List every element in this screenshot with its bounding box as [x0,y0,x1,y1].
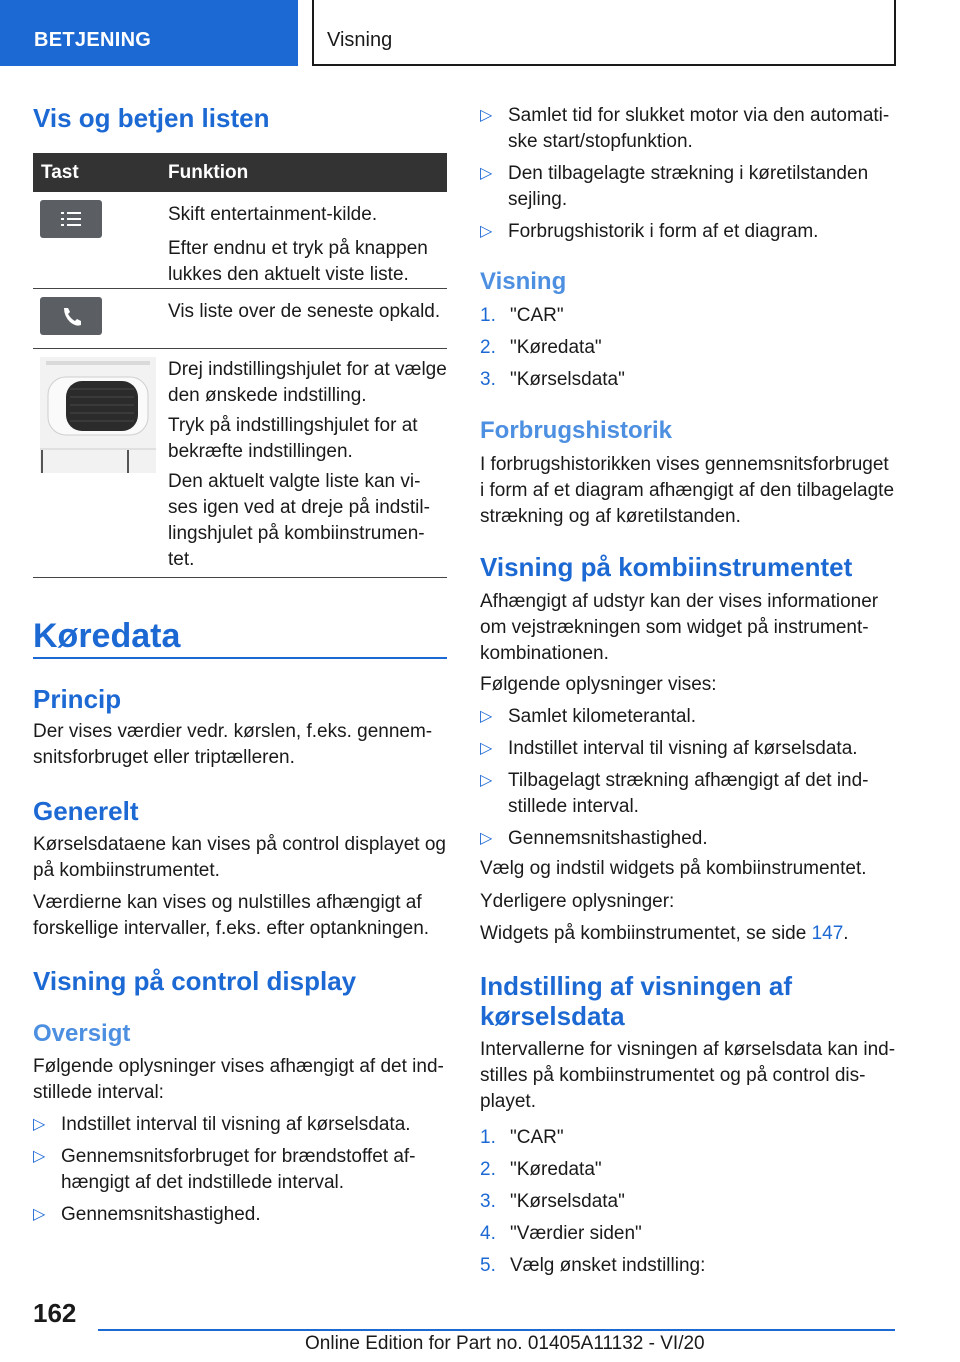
bullet-triangle-icon: ▷ [33,1148,46,1165]
list-item: ▷ Forbrugshistorik i form af et diagram. [480,219,898,245]
bullet-triangle-icon: ▷ [33,1116,46,1133]
bullet-triangle-icon: ▷ [33,1206,46,1223]
row2-text-1: Vis liste over de seneste opkald. [168,301,441,322]
heading-visning: Visning [480,268,567,295]
list-item: 3. "Kørselsdata" [480,1191,625,1212]
page-link[interactable]: 147 [811,923,844,944]
list-item: 3. "Kørselsdata" [480,369,625,390]
heading-princip: Princip [33,684,122,714]
table-row [33,349,447,578]
kombi-text-2: Følgende oplysninger vises: [480,674,717,695]
list-item: ▷ Indstillet interval til visning af kørselsdata. [480,736,898,762]
oversigt-text: Følgende oplysninger vises afhængigt af det ind-stillede interval: [33,1056,444,1103]
row3-text-3: Den aktuelt valgte liste kan vi-ses igen ved at dreje på indstil-lingshjulet på kombiinstrumen-tet. [168,471,430,570]
col-function-header: Funktion [168,162,249,183]
heading-forbrugshistorik: Forbrugshistorik [480,417,673,444]
list-item: 1. "CAR" [480,1127,564,1148]
heading-indstilling: Indstilling af visningen af kørselsdata [480,971,793,1031]
indst-text: Intervallerne for visningen af kørselsdata kan ind-stilles på kombiinstrumentet og på control dis-playet. [480,1039,896,1112]
table-row [33,289,447,349]
visning-steps [480,303,898,399]
list-item: ▷ Gennemsnitshastighed. [480,826,898,852]
generelt-text-2: Værdierne kan vises og nulstilles afhængigt af forskellige intervaller, f.eks. efter optankningen. [33,892,430,939]
bullet-triangle-icon: ▷ [480,107,493,124]
indst-steps [480,1125,898,1285]
list-item: ▷ Samlet kilometerantal. [480,704,898,730]
princip-text: Der vises værdier vedr. kørslen, f.eks. gennem-snitsforbruget eller triptælleren. [33,721,433,768]
bullet-triangle-icon: ▷ [480,223,493,240]
list-item: ▷ Gennemsnitsforbruget for brændstoffet af-hængigt af det indstillede interval. [33,1146,416,1193]
kombi-text-3: Vælg og indstil widgets på kombiinstrumentet. [480,858,867,879]
controller-knob-image [40,357,156,473]
footer-rule [98,1329,895,1331]
kombi-text-4: Yderligere oplysninger: [480,891,675,912]
list-item: 4. "Værdier siden" [480,1223,642,1244]
table-header [33,153,447,192]
col-key-header: Tast [41,162,79,183]
list-item: ▷ Den tilbagelagte strækning i køretilstanden sejling. [480,163,869,210]
heading-rule [33,657,447,659]
bullet-triangle-icon: ▷ [480,772,493,789]
list-item: ▷ Indstillet interval til visning af kørselsdata. [33,1112,447,1138]
heading-oversigt: Oversigt [33,1020,131,1047]
heading-vis-og-betjen: Vis og betjen listen [33,103,270,133]
section-tab: BETJENING [0,0,298,66]
forbrug-text: I forbrugshistorikken vises gennemsnitsforbruget i form af et diagram afhængigt af den tilbagelagte strækning og af køretilstanden. [480,454,895,527]
list-item: 5. Vælg ønsket indstilling: [480,1255,706,1276]
list-item: 2. "Køredata" [480,1159,602,1180]
list-item: 1. "CAR" [480,305,564,326]
bullet-triangle-icon: ▷ [480,830,493,847]
bullet-triangle-icon: ▷ [480,740,493,757]
heading-visning-control-display: Visning på control display [33,966,357,996]
edition-text: Online Edition for Part no. 01405A11132 - VI/20 [305,1333,705,1354]
top-list [480,103,898,251]
row1-text-1: Skift entertainment-kilde. [168,204,378,225]
kombi-list [480,704,898,858]
menu-key-icon [40,200,102,238]
generelt-text-1: Kørselsdataene kan vises på control displayet og på kombiinstrumentet. [33,834,446,881]
phone-key-icon [40,297,102,335]
list-item: ▷ Tilbagelagt strækning afhængigt af det ind-stillede interval. [480,770,869,817]
list-item: 2. "Køredata" [480,337,602,358]
heading-generelt: Generelt [33,796,139,826]
list-item: ▷ Samlet tid for slukket motor via den automati-ske start/stopfunktion. [480,105,890,152]
chapter-heading-koredata: Køredata [33,617,181,655]
bullet-triangle-icon: ▷ [480,708,493,725]
oversigt-list [33,1112,447,1234]
heading-visning-kombi: Visning på kombiinstrumentet [480,552,853,582]
row3-text-2: Tryk på indstillingshjulet for at bekræfte indstillingen. [168,415,418,462]
bullet-triangle-icon: ▷ [480,165,493,182]
table-row [33,192,447,289]
chapter-title: Visning [312,0,896,66]
kombi-text-5: Widgets på kombiinstrumentet, se side 147. [480,923,849,944]
row3-text-1: Drej indstillingshjulet for at vælge den ønskede indstilling. [168,359,447,406]
row1-text-2: Efter endnu et tryk på knappen lukkes den aktuelt viste liste. [168,238,428,285]
kombi-text-1: Afhængigt af udstyr kan der vises informationer om vejstrækningen som widget på instrument-kombinationen. [480,591,879,664]
list-item: ▷ Gennemsnitshastighed. [33,1202,447,1228]
function-table [33,153,447,578]
page-number: 162 [33,1298,77,1328]
